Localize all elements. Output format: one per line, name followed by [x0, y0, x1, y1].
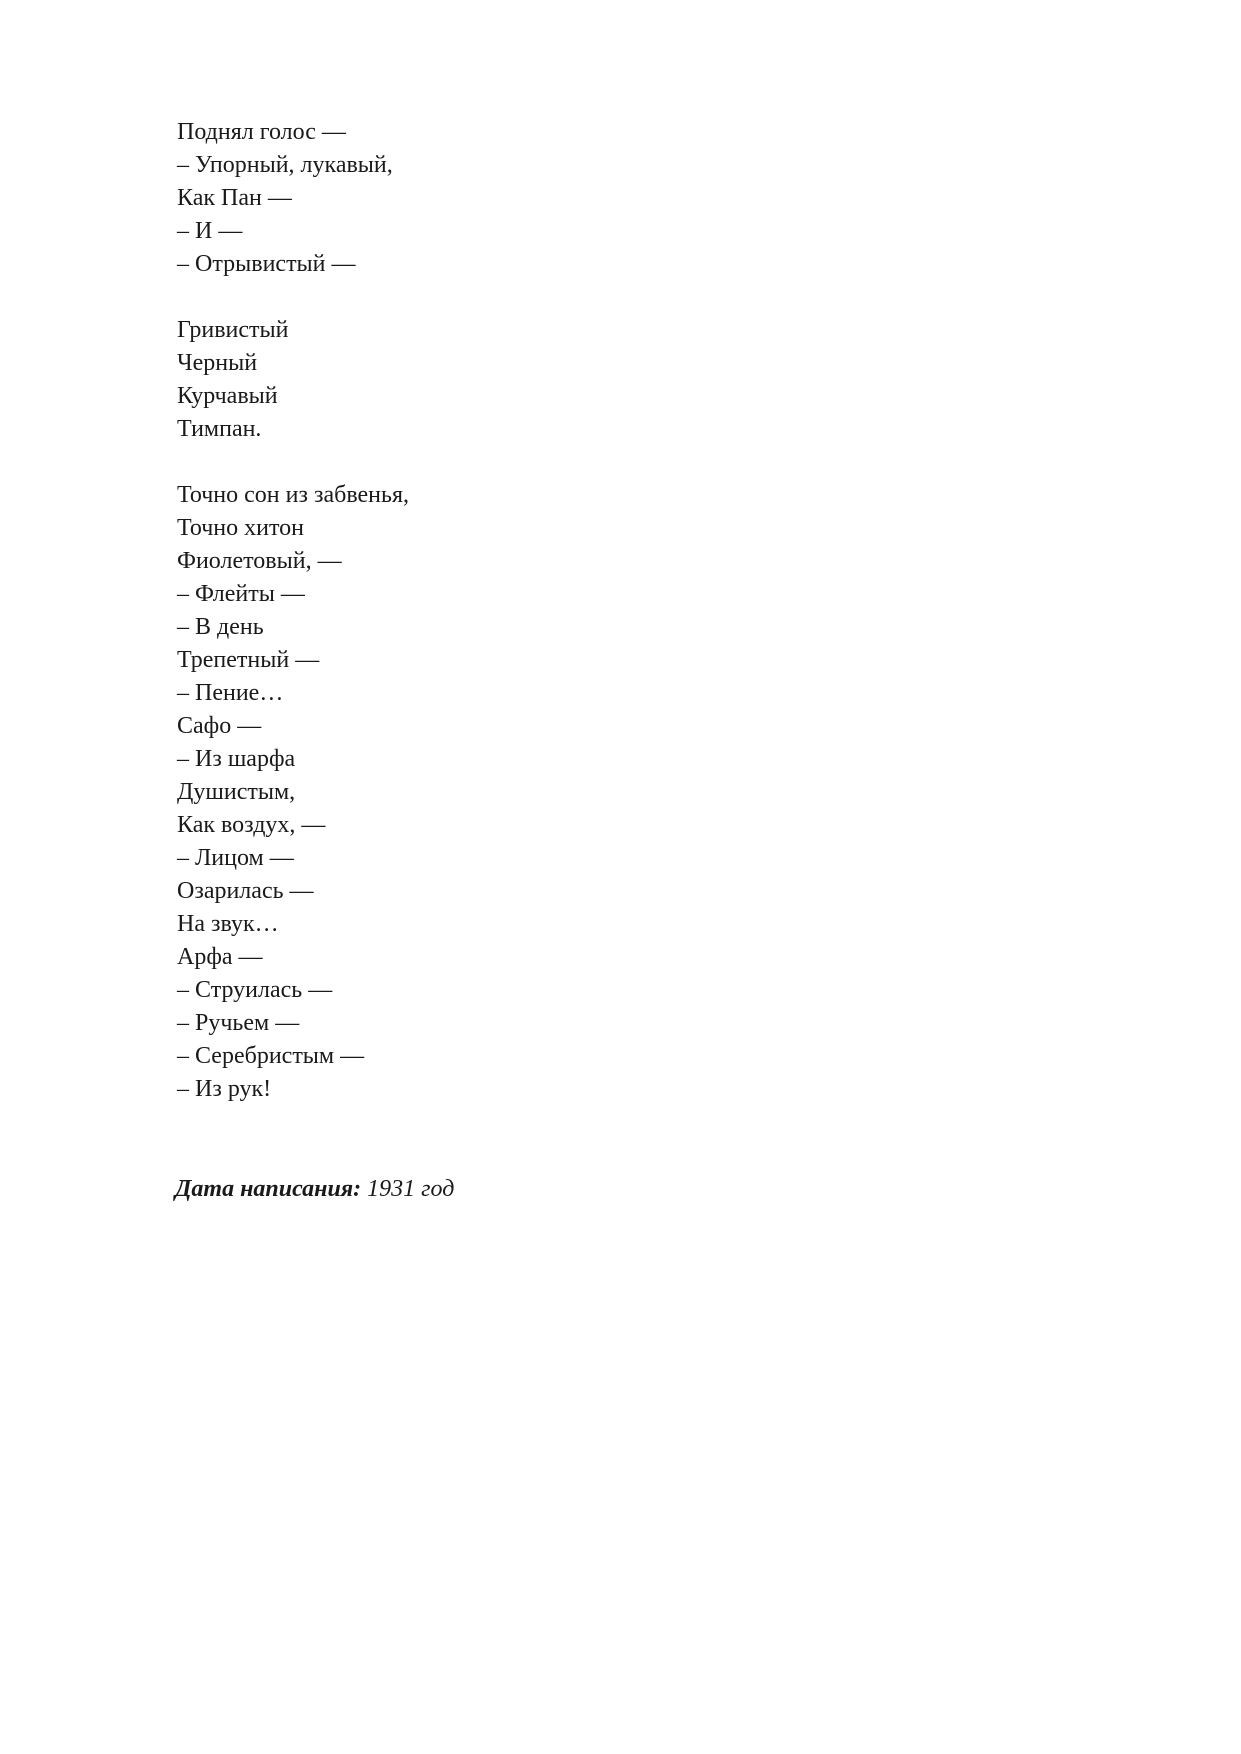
- poem-line: Гривистый: [177, 317, 289, 343]
- poem-line: Точно сон из забвенья,: [177, 482, 409, 508]
- date-of-writing: [175, 1173, 454, 1206]
- date-value: 1931 год: [361, 1176, 455, 1202]
- poem-line: – Пение…: [177, 680, 284, 706]
- poem-line: Как воздух, —: [177, 812, 326, 838]
- poem-line: – Из шарфа: [177, 746, 296, 772]
- poem-line: Фиолетовый, —: [177, 548, 342, 574]
- poem-stanza: [177, 479, 409, 1106]
- poem-line: Курчавый: [177, 383, 278, 409]
- poem-line: Душистым,: [177, 779, 296, 805]
- poem-line: Сафо —: [177, 713, 262, 739]
- poem-line: Трепетный —: [177, 647, 320, 673]
- poem-stanza: [177, 314, 409, 446]
- poem-line: – И —: [177, 218, 243, 244]
- poem-line: На звук…: [177, 911, 279, 937]
- poem-line: – Отрывистый —: [177, 251, 356, 277]
- date-label: Дата написания:: [175, 1176, 362, 1202]
- poem-line: Черный: [177, 350, 258, 376]
- poem-line: Точно хитон: [177, 515, 305, 541]
- poem-line: Тимпан.: [177, 416, 262, 442]
- poem-stanza: [177, 116, 409, 281]
- poem-line: – Упорный, лукавый,: [177, 152, 393, 178]
- poem-line: – В день: [177, 614, 264, 640]
- poem-body: [177, 116, 409, 1106]
- poem-line: – Флейты —: [177, 581, 305, 607]
- poem-line: Как Пан —: [177, 185, 292, 211]
- poem-line: – Ручьем —: [177, 1010, 300, 1036]
- poem-line: Озарилась —: [177, 878, 314, 904]
- poem-line: Поднял голос —: [177, 119, 346, 145]
- poem-line: – Струилась —: [177, 977, 333, 1003]
- poem-line: – Из рук!: [177, 1076, 272, 1102]
- poem-line: – Серебристым —: [177, 1043, 365, 1069]
- poem-line: Арфа —: [177, 944, 263, 970]
- poem-line: – Лицом —: [177, 845, 294, 871]
